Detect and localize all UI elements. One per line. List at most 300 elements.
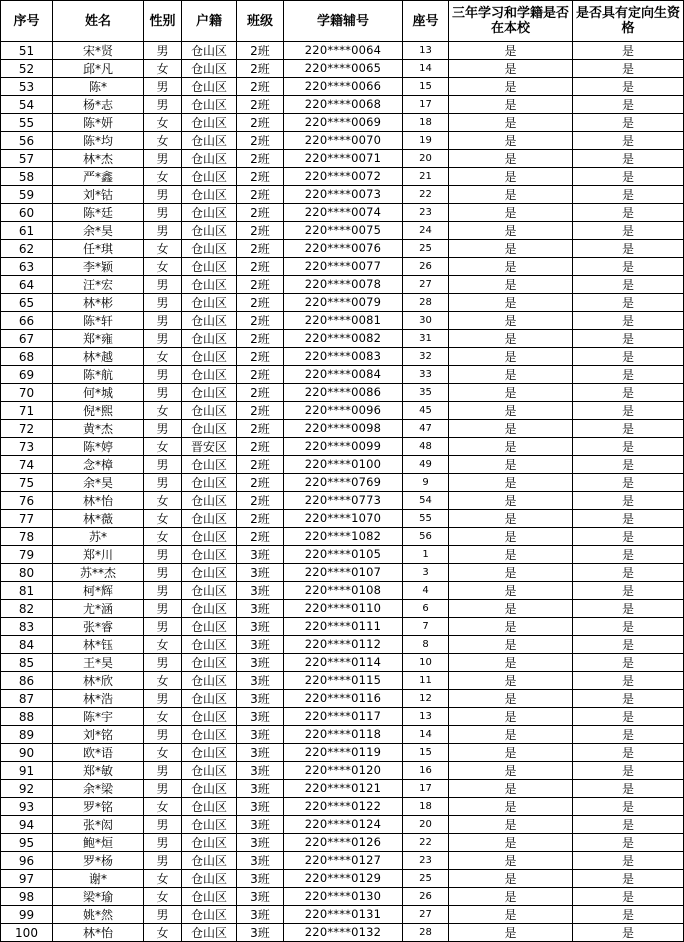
cell-class: 3班 [237,762,284,780]
cell-class: 2班 [237,276,284,294]
cell-name: 宋*贤 [53,42,144,60]
cell-household: 仓山区 [182,474,237,492]
cell-index: 52 [1,60,53,78]
cell-index: 91 [1,762,53,780]
cell-name: 刘*钴 [53,186,144,204]
cell-seat: 27 [403,906,449,924]
cell-seat: 13 [403,708,449,726]
cell-student-id: 220****0126 [284,834,403,852]
table-row [1,456,684,474]
cell-student-id: 220****0083 [284,348,403,366]
table-row [1,60,684,78]
cell-class: 2班 [237,258,284,276]
cell-enrolled-3yrs: 是 [449,654,573,672]
cell-enrolled-3yrs: 是 [449,258,573,276]
cell-student-id: 220****0114 [284,654,403,672]
table-row [1,870,684,888]
cell-seat: 18 [403,798,449,816]
cell-class: 2班 [237,402,284,420]
cell-household: 仓山区 [182,546,237,564]
cell-eligible: 是 [573,312,684,330]
cell-student-id: 220****0105 [284,546,403,564]
table-row [1,168,684,186]
cell-seat: 6 [403,600,449,618]
cell-index: 89 [1,726,53,744]
cell-name: 黄*杰 [53,420,144,438]
cell-name: 梁*瑜 [53,888,144,906]
table-row [1,564,684,582]
cell-household: 仓山区 [182,510,237,528]
cell-household: 仓山区 [182,726,237,744]
cell-class: 3班 [237,834,284,852]
table-row [1,402,684,420]
cell-class: 2班 [237,132,284,150]
cell-household: 仓山区 [182,294,237,312]
cell-name: 张*闳 [53,816,144,834]
cell-enrolled-3yrs: 是 [449,114,573,132]
table-row [1,654,684,672]
cell-gender: 女 [144,636,182,654]
cell-gender: 女 [144,510,182,528]
cell-student-id: 220****0107 [284,564,403,582]
cell-seat: 10 [403,654,449,672]
cell-student-id: 220****0112 [284,636,403,654]
cell-seat: 33 [403,366,449,384]
cell-student-id: 220****0082 [284,330,403,348]
cell-name: 林*钰 [53,636,144,654]
header-eligible: 是否具有定向生资格 [573,1,684,42]
cell-gender: 女 [144,708,182,726]
table-row [1,204,684,222]
cell-student-id: 220****0096 [284,402,403,420]
cell-seat: 28 [403,924,449,942]
cell-enrolled-3yrs: 是 [449,150,573,168]
cell-name: 郑*雍 [53,330,144,348]
cell-enrolled-3yrs: 是 [449,420,573,438]
cell-eligible: 是 [573,888,684,906]
cell-name: 苏**杰 [53,564,144,582]
cell-gender: 男 [144,78,182,96]
cell-seat: 47 [403,420,449,438]
cell-index: 51 [1,42,53,60]
table-row [1,744,684,762]
table-row [1,294,684,312]
cell-class: 3班 [237,906,284,924]
cell-household: 晋安区 [182,438,237,456]
cell-household: 仓山区 [182,222,237,240]
table-row [1,636,684,654]
cell-gender: 女 [144,528,182,546]
cell-household: 仓山区 [182,564,237,582]
cell-household: 仓山区 [182,402,237,420]
cell-gender: 男 [144,690,182,708]
cell-name: 林*杰 [53,150,144,168]
cell-index: 56 [1,132,53,150]
cell-gender: 女 [144,114,182,132]
table-row [1,798,684,816]
cell-household: 仓山区 [182,870,237,888]
cell-household: 仓山区 [182,384,237,402]
cell-eligible: 是 [573,240,684,258]
cell-index: 55 [1,114,53,132]
cell-student-id: 220****0132 [284,924,403,942]
cell-enrolled-3yrs: 是 [449,348,573,366]
cell-eligible: 是 [573,168,684,186]
table-row [1,924,684,942]
cell-name: 余*梁 [53,780,144,798]
cell-student-id: 220****0118 [284,726,403,744]
cell-name: 余*昊 [53,222,144,240]
cell-seat: 45 [403,402,449,420]
cell-class: 2班 [237,384,284,402]
cell-class: 3班 [237,618,284,636]
cell-household: 仓山区 [182,420,237,438]
cell-household: 仓山区 [182,708,237,726]
cell-class: 3班 [237,780,284,798]
cell-household: 仓山区 [182,114,237,132]
table-row [1,582,684,600]
cell-enrolled-3yrs: 是 [449,438,573,456]
cell-seat: 14 [403,726,449,744]
cell-index: 82 [1,600,53,618]
cell-seat: 48 [403,438,449,456]
cell-enrolled-3yrs: 是 [449,618,573,636]
cell-gender: 男 [144,186,182,204]
cell-student-id: 220****0116 [284,690,403,708]
cell-eligible: 是 [573,114,684,132]
cell-eligible: 是 [573,744,684,762]
cell-gender: 男 [144,852,182,870]
cell-seat: 27 [403,276,449,294]
cell-gender: 男 [144,222,182,240]
cell-class: 2班 [237,78,284,96]
cell-gender: 女 [144,798,182,816]
table-body [1,42,684,942]
cell-enrolled-3yrs: 是 [449,276,573,294]
cell-household: 仓山区 [182,258,237,276]
cell-eligible: 是 [573,492,684,510]
cell-gender: 男 [144,384,182,402]
cell-index: 99 [1,906,53,924]
cell-index: 93 [1,798,53,816]
cell-eligible: 是 [573,510,684,528]
cell-seat: 15 [403,744,449,762]
cell-gender: 男 [144,276,182,294]
cell-class: 3班 [237,582,284,600]
cell-class: 3班 [237,636,284,654]
cell-household: 仓山区 [182,348,237,366]
cell-enrolled-3yrs: 是 [449,600,573,618]
cell-student-id: 220****0131 [284,906,403,924]
cell-enrolled-3yrs: 是 [449,96,573,114]
cell-student-id: 220****0086 [284,384,403,402]
cell-eligible: 是 [573,276,684,294]
cell-gender: 男 [144,96,182,114]
cell-class: 2班 [237,222,284,240]
cell-class: 2班 [237,366,284,384]
cell-name: 郑*敏 [53,762,144,780]
cell-gender: 男 [144,456,182,474]
cell-enrolled-3yrs: 是 [449,60,573,78]
cell-gender: 男 [144,312,182,330]
cell-index: 98 [1,888,53,906]
cell-gender: 女 [144,492,182,510]
cell-enrolled-3yrs: 是 [449,42,573,60]
cell-student-id: 220****0115 [284,672,403,690]
cell-name: 鲍*烜 [53,834,144,852]
cell-student-id: 220****0077 [284,258,403,276]
cell-eligible: 是 [573,582,684,600]
cell-enrolled-3yrs: 是 [449,546,573,564]
cell-eligible: 是 [573,366,684,384]
cell-household: 仓山区 [182,456,237,474]
cell-gender: 女 [144,60,182,78]
table-row [1,726,684,744]
table-row [1,96,684,114]
cell-student-id: 220****0098 [284,420,403,438]
cell-index: 81 [1,582,53,600]
cell-index: 97 [1,870,53,888]
cell-household: 仓山区 [182,366,237,384]
cell-eligible: 是 [573,906,684,924]
cell-household: 仓山区 [182,492,237,510]
cell-enrolled-3yrs: 是 [449,456,573,474]
table-row [1,906,684,924]
cell-enrolled-3yrs: 是 [449,852,573,870]
cell-eligible: 是 [573,384,684,402]
header-enrolled-3yrs: 三年学习和学籍是否在本校 [449,1,573,42]
cell-eligible: 是 [573,204,684,222]
cell-gender: 男 [144,906,182,924]
cell-student-id: 220****0084 [284,366,403,384]
table-row [1,780,684,798]
cell-seat: 25 [403,240,449,258]
cell-enrolled-3yrs: 是 [449,330,573,348]
cell-index: 54 [1,96,53,114]
cell-seat: 17 [403,780,449,798]
cell-student-id: 220****0078 [284,276,403,294]
cell-name: 王*昊 [53,654,144,672]
cell-eligible: 是 [573,348,684,366]
table-row [1,276,684,294]
cell-eligible: 是 [573,528,684,546]
cell-class: 2班 [237,150,284,168]
cell-class: 3班 [237,852,284,870]
cell-class: 3班 [237,654,284,672]
cell-household: 仓山区 [182,690,237,708]
cell-eligible: 是 [573,456,684,474]
cell-seat: 24 [403,222,449,240]
cell-seat: 30 [403,312,449,330]
cell-index: 83 [1,618,53,636]
cell-seat: 54 [403,492,449,510]
cell-index: 92 [1,780,53,798]
cell-seat: 1 [403,546,449,564]
table-row [1,258,684,276]
cell-index: 58 [1,168,53,186]
cell-household: 仓山区 [182,600,237,618]
cell-eligible: 是 [573,816,684,834]
cell-name: 谢* [53,870,144,888]
cell-seat: 35 [403,384,449,402]
cell-name: 林*越 [53,348,144,366]
table-row [1,42,684,60]
cell-enrolled-3yrs: 是 [449,690,573,708]
cell-index: 86 [1,672,53,690]
table-row [1,420,684,438]
table-row [1,528,684,546]
table-row [1,672,684,690]
cell-gender: 女 [144,258,182,276]
cell-student-id: 220****0074 [284,204,403,222]
cell-eligible: 是 [573,96,684,114]
cell-class: 3班 [237,816,284,834]
cell-student-id: 220****0130 [284,888,403,906]
cell-index: 71 [1,402,53,420]
cell-eligible: 是 [573,438,684,456]
cell-enrolled-3yrs: 是 [449,762,573,780]
cell-seat: 3 [403,564,449,582]
cell-enrolled-3yrs: 是 [449,384,573,402]
cell-gender: 男 [144,618,182,636]
cell-eligible: 是 [573,600,684,618]
cell-enrolled-3yrs: 是 [449,240,573,258]
table-row [1,510,684,528]
cell-enrolled-3yrs: 是 [449,582,573,600]
cell-name: 刘*铭 [53,726,144,744]
cell-household: 仓山区 [182,636,237,654]
cell-eligible: 是 [573,60,684,78]
cell-eligible: 是 [573,672,684,690]
cell-index: 73 [1,438,53,456]
cell-student-id: 220****0071 [284,150,403,168]
cell-index: 69 [1,366,53,384]
cell-class: 3班 [237,888,284,906]
cell-class: 2班 [237,420,284,438]
cell-enrolled-3yrs: 是 [449,906,573,924]
cell-class: 3班 [237,798,284,816]
cell-student-id: 220****0072 [284,168,403,186]
cell-class: 3班 [237,708,284,726]
cell-seat: 32 [403,348,449,366]
cell-index: 77 [1,510,53,528]
cell-seat: 12 [403,690,449,708]
cell-household: 仓山区 [182,654,237,672]
cell-index: 78 [1,528,53,546]
cell-seat: 20 [403,816,449,834]
cell-name: 林*欣 [53,672,144,690]
cell-student-id: 220****0100 [284,456,403,474]
cell-name: 陈*轩 [53,312,144,330]
table-row [1,150,684,168]
cell-class: 3班 [237,600,284,618]
cell-household: 仓山区 [182,42,237,60]
cell-name: 林*怡 [53,924,144,942]
table-row [1,888,684,906]
table-row [1,312,684,330]
cell-enrolled-3yrs: 是 [449,726,573,744]
cell-eligible: 是 [573,780,684,798]
cell-household: 仓山区 [182,834,237,852]
cell-name: 念*樟 [53,456,144,474]
cell-eligible: 是 [573,258,684,276]
cell-student-id: 220****0111 [284,618,403,636]
cell-name: 林*彬 [53,294,144,312]
cell-student-id: 220****0064 [284,42,403,60]
cell-enrolled-3yrs: 是 [449,834,573,852]
cell-student-id: 220****0124 [284,816,403,834]
cell-class: 3班 [237,870,284,888]
cell-name: 林*怡 [53,492,144,510]
cell-gender: 男 [144,816,182,834]
cell-enrolled-3yrs: 是 [449,222,573,240]
header-seat: 座号 [403,1,449,42]
cell-household: 仓山区 [182,924,237,942]
cell-enrolled-3yrs: 是 [449,402,573,420]
cell-student-id: 220****0117 [284,708,403,726]
cell-household: 仓山区 [182,888,237,906]
header-name: 姓名 [53,1,144,42]
cell-eligible: 是 [573,762,684,780]
cell-gender: 男 [144,762,182,780]
table-row [1,600,684,618]
cell-enrolled-3yrs: 是 [449,780,573,798]
cell-household: 仓山区 [182,618,237,636]
cell-seat: 49 [403,456,449,474]
cell-enrolled-3yrs: 是 [449,78,573,96]
cell-class: 2班 [237,60,284,78]
cell-name: 杨*志 [53,96,144,114]
cell-eligible: 是 [573,186,684,204]
cell-seat: 22 [403,186,449,204]
cell-eligible: 是 [573,870,684,888]
cell-index: 80 [1,564,53,582]
cell-gender: 男 [144,204,182,222]
cell-household: 仓山区 [182,582,237,600]
cell-gender: 男 [144,834,182,852]
cell-eligible: 是 [573,852,684,870]
cell-name: 余*昊 [53,474,144,492]
table-row [1,348,684,366]
cell-gender: 女 [144,240,182,258]
cell-seat: 21 [403,168,449,186]
cell-seat: 23 [403,204,449,222]
cell-index: 100 [1,924,53,942]
cell-student-id: 220****0120 [284,762,403,780]
cell-gender: 男 [144,330,182,348]
cell-enrolled-3yrs: 是 [449,636,573,654]
cell-name: 汪*宏 [53,276,144,294]
cell-eligible: 是 [573,546,684,564]
cell-enrolled-3yrs: 是 [449,816,573,834]
cell-enrolled-3yrs: 是 [449,888,573,906]
cell-household: 仓山区 [182,150,237,168]
cell-index: 65 [1,294,53,312]
cell-household: 仓山区 [182,672,237,690]
cell-household: 仓山区 [182,906,237,924]
cell-gender: 女 [144,924,182,942]
cell-class: 3班 [237,672,284,690]
cell-eligible: 是 [573,420,684,438]
cell-class: 2班 [237,456,284,474]
cell-name: 陈*廷 [53,204,144,222]
cell-student-id: 220****0079 [284,294,403,312]
cell-eligible: 是 [573,150,684,168]
cell-gender: 男 [144,564,182,582]
cell-eligible: 是 [573,798,684,816]
cell-class: 2班 [237,168,284,186]
cell-class: 2班 [237,240,284,258]
